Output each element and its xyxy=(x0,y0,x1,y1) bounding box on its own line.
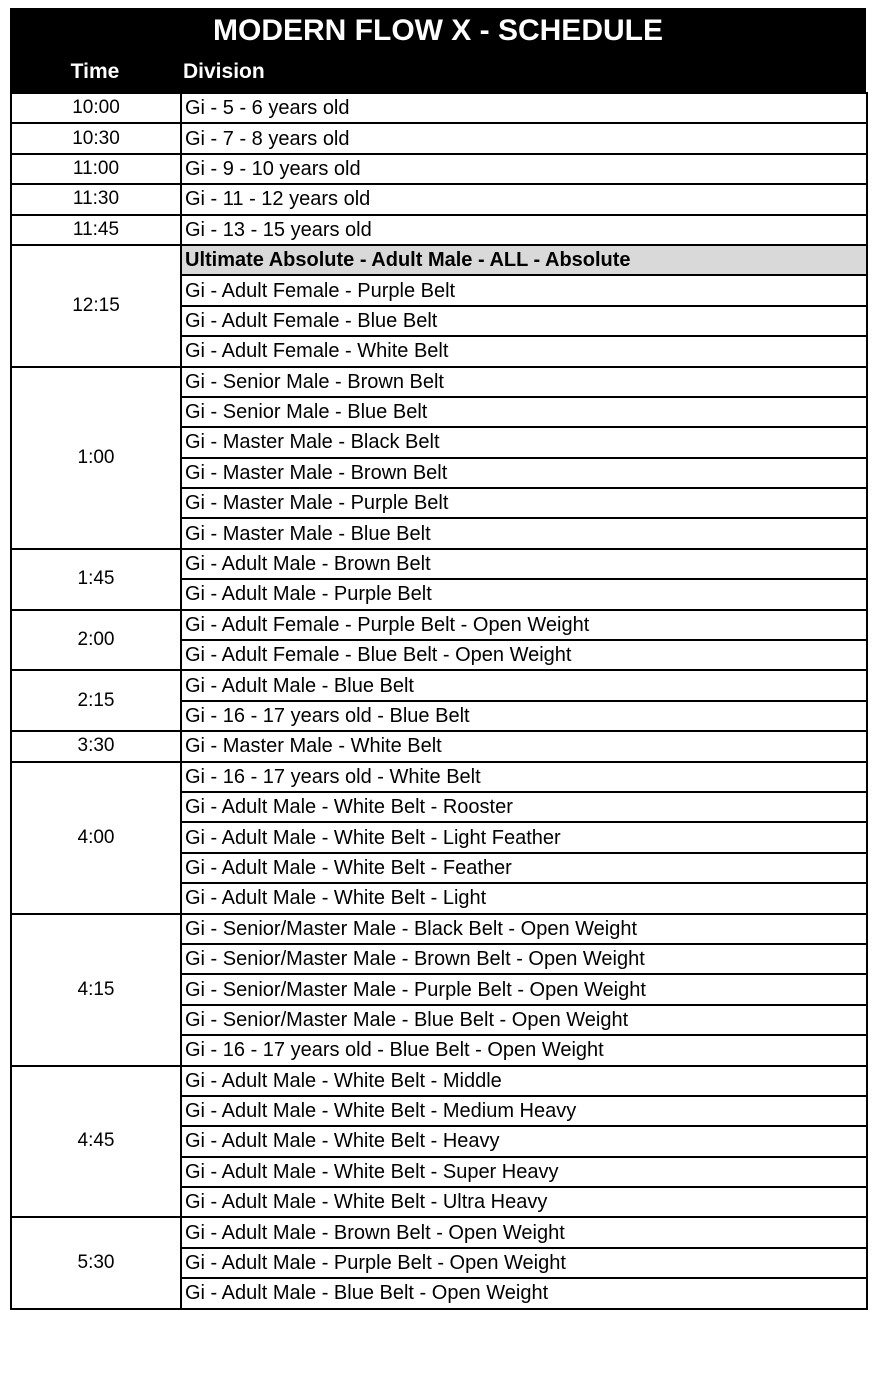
table-row xyxy=(11,610,867,640)
division-cell: Gi - Adult Male - White Belt - Super Heavy xyxy=(181,1157,867,1187)
division-cell: Gi - Adult Male - Purple Belt - Open Weight xyxy=(181,1248,867,1278)
division-cell: Gi - Adult Male - Purple Belt xyxy=(181,579,867,609)
division-cell: Gi - Senior/Master Male - Blue Belt - Open Weight xyxy=(181,1005,867,1035)
division-cell: Gi - Adult Male - Blue Belt xyxy=(181,670,867,700)
division-cell: Gi - Adult Male - White Belt - Middle xyxy=(181,1066,867,1096)
division-cell: Gi - Master Male - Brown Belt xyxy=(181,458,867,488)
time-cell: 10:30 xyxy=(11,123,181,153)
table-row xyxy=(11,1217,867,1247)
division-cell: Gi - Adult Male - White Belt - Feather xyxy=(181,853,867,883)
table-row xyxy=(11,914,867,944)
time-cell: 2:15 xyxy=(11,670,181,731)
division-cell: Gi - Senior/Master Male - Purple Belt - Open Weight xyxy=(181,974,867,1004)
time-cell: 4:15 xyxy=(11,914,181,1066)
division-cell: Gi - Senior Male - Blue Belt xyxy=(181,397,867,427)
page-title: MODERN FLOW X - SCHEDULE xyxy=(213,14,663,47)
column-header-time: Time xyxy=(70,60,120,83)
time-cell: 11:45 xyxy=(11,215,181,245)
division-cell: Gi - Adult Male - White Belt - Medium Heavy xyxy=(181,1096,867,1126)
schedule-table xyxy=(10,92,868,1310)
division-cell: Gi - 5 - 6 years old xyxy=(181,93,867,123)
division-cell: Gi - Senior/Master Male - Brown Belt - Open Weight xyxy=(181,944,867,974)
table-row xyxy=(11,367,867,397)
division-cell: Gi - Adult Male - White Belt - Rooster xyxy=(181,792,867,822)
table-row xyxy=(11,762,867,792)
division-cell: Gi - Master Male - Black Belt xyxy=(181,427,867,457)
table-row xyxy=(11,123,867,153)
division-cell: Gi - Master Male - Blue Belt xyxy=(181,518,867,548)
division-cell: Gi - 16 - 17 years old - Blue Belt xyxy=(181,701,867,731)
division-cell: Gi - 16 - 17 years old - Blue Belt - Open Weight xyxy=(181,1035,867,1065)
table-row xyxy=(11,731,867,761)
division-cell: Gi - 13 - 15 years old xyxy=(181,215,867,245)
division-cell: Ultimate Absolute - Adult Male - ALL - Absolute xyxy=(181,245,867,275)
schedule-header xyxy=(10,8,866,92)
division-cell: Gi - Adult Male - Brown Belt - Open Weight xyxy=(181,1217,867,1247)
division-cell: Gi - Senior Male - Brown Belt xyxy=(181,367,867,397)
table-row xyxy=(11,93,867,123)
table-row xyxy=(11,245,867,275)
division-cell: Gi - Adult Male - White Belt - Light xyxy=(181,883,867,913)
division-cell: Gi - Adult Male - Blue Belt - Open Weight xyxy=(181,1278,867,1308)
division-cell: Gi - Adult Male - Brown Belt xyxy=(181,549,867,579)
time-cell: 1:45 xyxy=(11,549,181,610)
division-cell: Gi - Adult Male - White Belt - Heavy xyxy=(181,1126,867,1156)
time-cell: 10:00 xyxy=(11,93,181,123)
time-cell: 4:45 xyxy=(11,1066,181,1218)
division-cell: Gi - Master Male - White Belt xyxy=(181,731,867,761)
table-row xyxy=(11,670,867,700)
table-row xyxy=(11,1066,867,1096)
time-cell: 11:30 xyxy=(11,184,181,214)
schedule-body xyxy=(11,93,867,1309)
table-row xyxy=(11,549,867,579)
division-cell: Gi - Adult Female - Blue Belt - Open Weight xyxy=(181,640,867,670)
division-cell: Gi - Adult Female - White Belt xyxy=(181,336,867,366)
column-header-division: Division xyxy=(183,60,265,83)
division-cell: Gi - Senior/Master Male - Black Belt - Open Weight xyxy=(181,914,867,944)
table-row xyxy=(11,215,867,245)
division-cell: Gi - Adult Female - Purple Belt - Open Weight xyxy=(181,610,867,640)
division-cell: Gi - 9 - 10 years old xyxy=(181,154,867,184)
division-cell: Gi - 11 - 12 years old xyxy=(181,184,867,214)
division-cell: Gi - Adult Male - White Belt - Ultra Heavy xyxy=(181,1187,867,1217)
time-cell: 11:00 xyxy=(11,154,181,184)
table-row xyxy=(11,184,867,214)
time-cell: 3:30 xyxy=(11,731,181,761)
time-cell: 1:00 xyxy=(11,367,181,549)
time-cell: 4:00 xyxy=(11,762,181,914)
table-row xyxy=(11,154,867,184)
division-cell: Gi - 7 - 8 years old xyxy=(181,123,867,153)
division-cell: Gi - Adult Female - Purple Belt xyxy=(181,275,867,305)
division-cell: Gi - Adult Male - White Belt - Light Feather xyxy=(181,822,867,852)
time-cell: 12:15 xyxy=(11,245,181,367)
time-cell: 2:00 xyxy=(11,610,181,671)
schedule-sheet xyxy=(10,8,866,1310)
division-cell: Gi - Adult Female - Blue Belt xyxy=(181,306,867,336)
division-cell: Gi - 16 - 17 years old - White Belt xyxy=(181,762,867,792)
time-cell: 5:30 xyxy=(11,1217,181,1308)
division-cell: Gi - Master Male - Purple Belt xyxy=(181,488,867,518)
